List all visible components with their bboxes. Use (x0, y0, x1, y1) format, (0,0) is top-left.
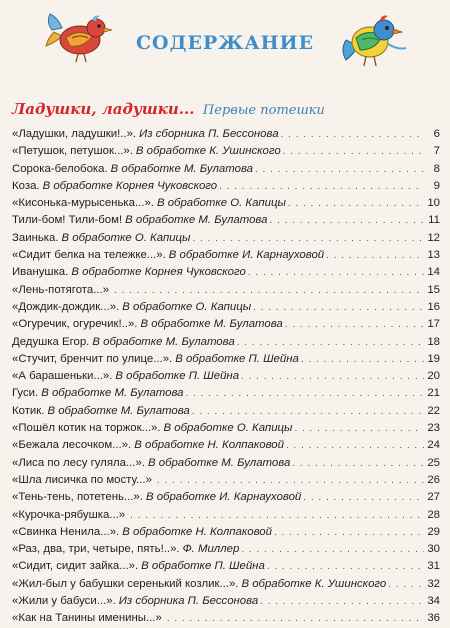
leader-dots (260, 593, 424, 610)
entry-page: 17 (427, 318, 440, 331)
entry-attribution: В обработке Н. Колпаковой (122, 525, 272, 538)
entry-attribution: В обработке К. Ушинского (241, 577, 387, 590)
entry-attribution: В обработке О. Капицы (156, 197, 286, 210)
leader-dots (285, 316, 424, 333)
entry-attribution: Из сборника П. Бессонова (118, 595, 259, 608)
entry-page: 31 (427, 560, 440, 573)
entry-attribution: В обработке Корнея Чуковского (71, 266, 246, 279)
leader-dots (288, 195, 424, 212)
entry-page: 21 (427, 387, 440, 400)
leader-dots (237, 334, 424, 351)
toc-entry[interactable] (12, 455, 440, 472)
entry-page: 22 (427, 404, 440, 417)
entry-page: 18 (427, 335, 440, 348)
entry-title: «Дождик-дождик...». (12, 300, 120, 313)
entry-page: 27 (427, 491, 440, 504)
entry-title: «Шла лисичка по мосту...» (12, 473, 152, 486)
section-subtitle: Первые потешки (202, 103, 325, 118)
toc-entry[interactable] (12, 143, 440, 160)
entry-page: 7 (433, 145, 440, 158)
entry-title: «Сидит белка на тележке...». (12, 249, 166, 262)
entry-page: 10 (427, 197, 440, 210)
toc-entry[interactable] (12, 472, 440, 489)
entry-attribution: В обработке О. Капицы (122, 300, 252, 313)
entry-page: 30 (427, 543, 440, 556)
entry-page: 16 (427, 300, 440, 313)
toc-entry[interactable] (12, 230, 440, 247)
leader-dots (326, 247, 424, 264)
entry-title: «Раз, два, три, четыре, пять!..». (12, 543, 180, 556)
entry-attribution: В обработке М. Булатова (140, 318, 283, 331)
entry-title: Сорока-белобока. (12, 162, 108, 175)
entry-page: 11 (428, 214, 440, 227)
entry-attribution: В обработке М. Булатова (92, 335, 235, 348)
toc-entry[interactable] (12, 524, 440, 541)
entry-title: Котик. (12, 404, 45, 417)
entry-title: Иванушка. (12, 266, 69, 279)
leader-dots (303, 489, 424, 506)
entry-page: 25 (427, 456, 440, 469)
entry-title: «Сидит, сидит зайка...». (12, 560, 139, 573)
leader-dots (255, 161, 424, 178)
entry-page: 12 (427, 231, 440, 244)
page-title: СОДЕРЖАНИЕ (135, 32, 315, 54)
entry-attribution: В обработке К. Ушинского (135, 145, 281, 158)
entry-page: 19 (427, 352, 440, 365)
toc-entry[interactable] (12, 576, 440, 593)
toc-entry[interactable] (12, 403, 440, 420)
entry-title: «Ладушки, ладушки!..». (12, 128, 137, 140)
entry-title: «Тень-тень, потетень...». (12, 491, 143, 504)
leader-dots (301, 351, 424, 368)
toc-entry[interactable] (12, 610, 440, 627)
entry-title: Гуси. (12, 387, 39, 400)
leader-dots (274, 524, 424, 541)
toc-entry[interactable] (12, 126, 440, 143)
entry-page: 29 (427, 525, 440, 538)
entry-page: 13 (427, 249, 440, 262)
entry-page: 23 (427, 422, 440, 435)
leader-dots (241, 541, 424, 558)
toc-entry[interactable] (12, 264, 440, 281)
leader-dots (192, 230, 424, 247)
entry-title: «Курочка-рябушка...» (12, 508, 126, 521)
toc-entry[interactable] (12, 212, 440, 229)
entry-attribution: В обработке М. Булатова (147, 456, 291, 469)
toc-entry[interactable] (12, 178, 440, 195)
page-header (0, 0, 450, 80)
leader-dots (292, 455, 424, 472)
entry-title: «Стучит, бренчит по улице...». (12, 352, 173, 365)
entry-title: Коза. (12, 179, 40, 192)
section-heading (12, 100, 325, 119)
leader-dots (114, 282, 424, 299)
leader-dots (186, 385, 424, 402)
leader-dots (241, 368, 424, 385)
toc-entry[interactable] (12, 385, 440, 402)
entry-attribution: Из сборника П. Бессонова (139, 128, 279, 140)
entry-page: 24 (427, 439, 440, 452)
toc-entry[interactable] (12, 299, 440, 316)
entry-page: 32 (427, 577, 440, 590)
leader-dots (248, 264, 424, 281)
leader-dots (219, 178, 424, 195)
leader-dots (283, 143, 424, 160)
entry-title: «Бежала лесочком...». (12, 439, 132, 452)
entry-attribution: В обработке М. Булатова (41, 387, 184, 400)
toc-entry[interactable] (12, 316, 440, 333)
entry-attribution: В обработке П. Шейна (141, 560, 265, 573)
entry-page: 34 (427, 595, 440, 608)
leader-dots (388, 576, 424, 593)
entry-page: 14 (427, 266, 440, 279)
leader-dots (269, 212, 424, 229)
entry-attribution: В обработке М. Булатова (47, 404, 190, 417)
toc-entry[interactable] (12, 558, 440, 575)
entry-attribution: В обработке И. Карнауховой (145, 491, 302, 504)
entry-attribution: В обработке О. Капицы (163, 422, 293, 435)
entry-title: «Лиса по лесу гуляла...». (12, 456, 145, 469)
leader-dots (192, 403, 424, 420)
entry-page: 28 (427, 508, 440, 521)
entry-title: «Как на Танины именины...» (12, 612, 162, 625)
entry-page: 26 (427, 473, 440, 486)
entry-attribution: В обработке И. Карнауховой (168, 249, 325, 262)
entry-title: «А барашеньки...». (12, 370, 113, 383)
toc-entry[interactable] (12, 507, 440, 524)
entry-title: «Огуречик, огуречик!..». (12, 318, 138, 331)
toc-entry[interactable] (12, 489, 440, 506)
entry-attribution: В обработке П. Шейна (115, 370, 240, 383)
toc-entry[interactable] (12, 437, 440, 454)
entry-title: «Свинка Ненила...». (12, 525, 120, 538)
entry-attribution: В обработке П. Шейна (175, 352, 299, 365)
entry-title: «Петушок, петушок...». (12, 145, 133, 158)
entry-title: «Пошёл котик на торжок...». (12, 422, 161, 435)
toc-entry[interactable] (12, 351, 440, 368)
toc-entry[interactable] (12, 282, 440, 299)
section-title: Ладушки, ладушки... (12, 100, 195, 118)
toc-entry[interactable] (12, 420, 440, 437)
entry-page: 8 (433, 162, 440, 175)
toc-entry[interactable] (12, 593, 440, 610)
toc-entry[interactable] (12, 161, 440, 178)
leader-dots (267, 558, 424, 575)
entry-attribution: Ф. Миллер (182, 543, 240, 556)
leader-dots (253, 299, 424, 316)
leader-dots (281, 126, 424, 143)
leader-dots (130, 507, 424, 524)
toc-entry[interactable] (12, 541, 440, 558)
entry-title: Заинька. (12, 231, 59, 244)
entry-page: 15 (427, 283, 440, 296)
entry-title: «Жил-был у бабушки серенький козлик...». (12, 577, 239, 590)
entry-page: 9 (433, 179, 440, 192)
entry-attribution: В обработке О. Капицы (61, 231, 191, 244)
entry-title: «Лень-потягота...» (12, 283, 110, 296)
entry-attribution: В обработке М. Булатова (110, 162, 253, 175)
bird-illustration-right-icon (336, 10, 410, 72)
table-of-contents (12, 126, 440, 628)
entry-page: 36 (427, 612, 440, 625)
leader-dots (294, 420, 424, 437)
entry-attribution: В обработке Корнея Чуковского (42, 179, 218, 192)
entry-page: 20 (427, 370, 440, 383)
entry-title: Тили-бом! Тили-бом! (12, 214, 123, 227)
entry-title: «Кисонька-мурысенька...». (12, 197, 154, 210)
toc-entry[interactable] (12, 368, 440, 385)
leader-dots (167, 610, 424, 627)
entry-title: Дедушка Егор. (12, 335, 90, 348)
leader-dots (286, 437, 424, 454)
leader-dots (157, 472, 424, 489)
toc-entry[interactable] (12, 334, 440, 351)
entry-page: 6 (433, 128, 440, 140)
toc-entry[interactable] (12, 247, 440, 264)
entry-title: «Жили у бабуси...». (12, 595, 116, 608)
toc-entry[interactable] (12, 195, 440, 212)
entry-attribution: В обработке Н. Колпаковой (134, 439, 284, 452)
entry-attribution: В обработке М. Булатова (125, 214, 268, 227)
